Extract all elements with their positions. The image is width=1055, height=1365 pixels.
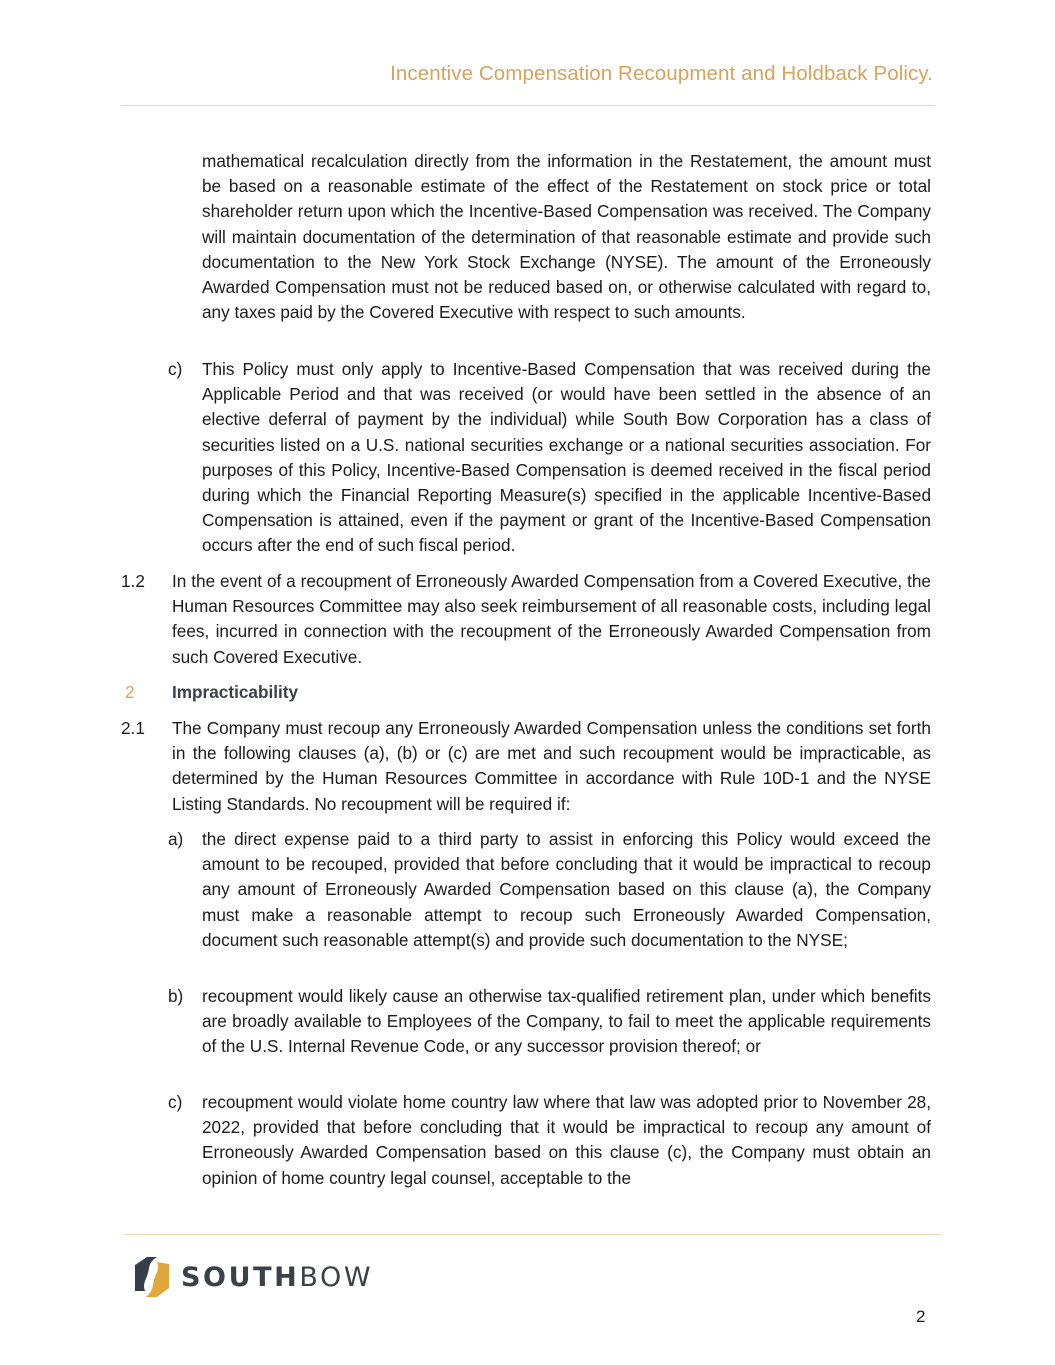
- list-item-text: recoupment would likely cause an otherwise tax-qualified retirement plan, under which benefits are broadly available to Employees of the Company, to fail to meet the applicable requirements of the U.S. Internal Revenue Code, or any successor provision thereof; or: [202, 986, 931, 1057]
- list-item-text: the direct expense paid to a third party to assist in enforcing this Policy would exceed the amount to be recouped, provided that before concluding that it would be impractical to recoup any amount of Erroneously Awarded Compensation based on this clause (a), the Company must make a reasonable attempt to recoup such Erroneously Awarded Compensation, document such reasonable attempt(s) and provide such documentation to the NYSE;: [202, 829, 931, 950]
- list-marker: b): [168, 986, 184, 1006]
- list-item-text: recoupment would violate home country law where that law was adopted prior to November 28, 2022, provided that before concluding that it would be impractical to recoup any amount of Erroneously Awarded Compensation based on this clause (c), the Company must obtain an opinion of home country legal counsel, acceptable to the: [202, 1092, 931, 1188]
- clause-text: The Company must recoup any Erroneously Awarded Compensation unless the conditions set forth in the following clauses (a), (b) or (c) are met and such recoupment would be impracticable, as determined by the Human Resources Committee in accordance with Rule 10D-1 and the NYSE Listing Standards. No recoupment will be required if:: [172, 718, 931, 814]
- list-marker: c): [168, 1092, 183, 1112]
- document-header-title: Incentive Compensation Recoupment and Holdback Policy.: [390, 62, 933, 85]
- clause-text: In the event of a recoupment of Erroneously Awarded Compensation from a Covered Executive, the Human Resources Committee may also seek reimbursement of all reasonable costs, including legal fees, incurred in connection with the recoupment of the Erroneously Awarded Compensation from such Covered Executive.: [172, 571, 931, 667]
- header-divider: [121, 105, 935, 106]
- list-item-1-1-c: [168, 357, 931, 559]
- list-item-2-1-b: [168, 984, 931, 1060]
- logo-wordmark: [181, 1262, 373, 1293]
- continuation-paragraph: mathematical recalculation directly from the information in the Restatement, the amount must be based on a reasonable estimate of the effect of the Restatement on stock price or total shareholder return upon which the Incentive-Based Compensation was received. The Company will maintain documentation of the determination of that reasonable estimate and provide such documentation to the New York Stock Exchange (NYSE). The amount of the Erroneously Awarded Compensation must not be reduced based on, or otherwise calculated with regard to, any taxes paid by the Covered Executive with respect to such amounts.: [202, 151, 931, 323]
- list-item-2-1-a: [168, 827, 931, 953]
- southbow-logo-icon: [133, 1255, 171, 1299]
- list-item-text: This Policy must only apply to Incentive-Based Compensation that was received during the Applicable Period and that was received (or would have been settled in the absence of an elective deferral of payment by the individual) while South Bow Corporation has a class of securities listed on a U.S. national securities exchange or a national securities association. For purposes of this Policy, Incentive-Based Compensation is deemed received in the fiscal period during which the Financial Reporting Measure(s) specified in the applicable Incentive-Based Compensation is attained, even if the payment or grant of the Incentive-Based Compensation occurs after the end of such fiscal period.: [202, 359, 931, 556]
- list-marker: c): [168, 359, 183, 379]
- clause-number: 1.2: [121, 571, 145, 591]
- section-title: Impracticability: [172, 682, 299, 702]
- clause-1-2: [121, 569, 931, 670]
- clause-number: 2.1: [121, 718, 145, 738]
- logo-wordmark-bold: SOUTH: [181, 1261, 300, 1293]
- list-item-2-1-c: [168, 1090, 931, 1191]
- section-number: 2: [125, 682, 135, 702]
- page-number: 2: [916, 1307, 926, 1326]
- southbow-logo: [133, 1254, 373, 1300]
- list-marker: a): [168, 829, 184, 849]
- logo-wordmark-light: BOW: [299, 1261, 374, 1293]
- footer-divider: [124, 1234, 941, 1235]
- clause-2-1: [121, 716, 931, 817]
